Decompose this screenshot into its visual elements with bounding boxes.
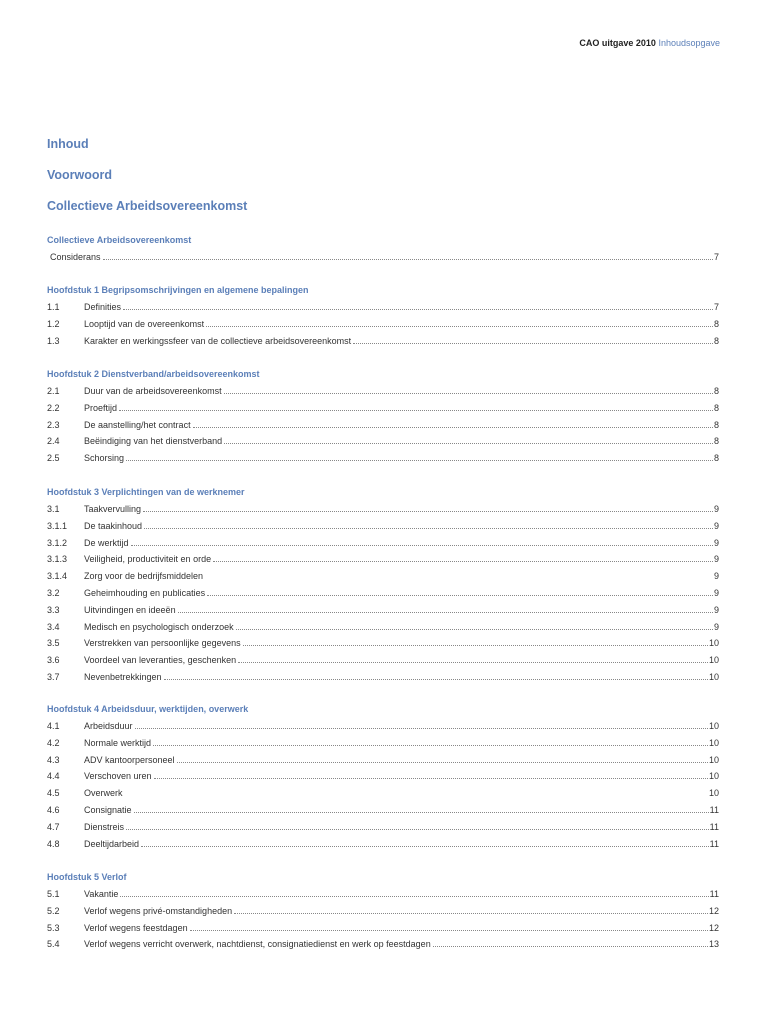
toc-entry-number: 4.2 xyxy=(47,737,60,748)
toc-dot-leader xyxy=(126,829,709,830)
toc-entry[interactable] xyxy=(47,721,719,738)
toc-entry-title: Verlof wegens privé-omstandigheden xyxy=(84,905,233,916)
toc-entry-number: 2.4 xyxy=(47,436,60,447)
toc-entry-title: De taakinhoud xyxy=(84,520,143,531)
toc-dot-leader xyxy=(243,645,708,646)
toc-entry-number: 1.1 xyxy=(47,302,60,312)
heading-inhoud: Inhoud xyxy=(47,137,89,151)
toc-entry[interactable] xyxy=(47,822,719,839)
toc-entry-number: 5.3 xyxy=(47,922,60,933)
toc-entry[interactable] xyxy=(47,672,719,689)
toc-entry-title: Verschoven uren xyxy=(84,771,152,782)
toc-entry-page: 8 xyxy=(713,453,719,464)
toc-dot-leader xyxy=(123,309,713,310)
toc-entry-page: 11 xyxy=(709,889,719,899)
toc-entry-title: Definities xyxy=(84,302,122,312)
toc-entry-title: Verlof wegens verricht overwerk, nachtdienst, consignatiedienst en werk op feestdagen xyxy=(84,939,431,950)
toc-section-title: Hoofdstuk 5 Verlof xyxy=(47,872,127,882)
toc-dot-leader xyxy=(154,778,708,779)
toc-entry-page: 7 xyxy=(713,252,719,262)
toc-entry[interactable] xyxy=(47,420,719,437)
toc-entry-title: Verstrekken van persoonlijke gegevens xyxy=(84,638,241,649)
heading-cao: Collectieve Arbeidsovereenkomst xyxy=(47,199,248,213)
toc-dot-leader xyxy=(213,561,713,562)
toc-entry-page: 9 xyxy=(713,571,719,582)
toc-section-title: Hoofdstuk 4 Arbeidsduur, werktijden, overwerk xyxy=(47,704,249,714)
toc-entry-number: 5.1 xyxy=(47,889,60,899)
toc-dot-leader xyxy=(178,612,713,613)
toc-dot-leader xyxy=(103,259,713,260)
toc-entry-title: Looptijd van de overeenkomst xyxy=(84,318,205,329)
toc-entry[interactable] xyxy=(47,622,719,639)
toc-entry-number: 3.7 xyxy=(47,671,60,682)
toc-dot-leader xyxy=(234,913,708,914)
toc-entry-title: Nevenbetrekkingen xyxy=(84,671,162,682)
toc-dot-leader xyxy=(206,326,713,327)
toc-entry-title: Karakter en werkingssfeer van de collectieve arbeidsovereenkomst xyxy=(84,335,352,346)
toc-entry-page: 9 xyxy=(713,520,719,531)
toc-entry-title: Proeftijd xyxy=(84,402,118,413)
toc-section xyxy=(47,486,719,689)
toc-entry[interactable] xyxy=(47,319,719,336)
toc-entry-number: 5.4 xyxy=(47,939,60,950)
toc-entry-number: 4.8 xyxy=(47,838,60,849)
toc-entry-number: 4.5 xyxy=(47,788,60,799)
toc-entry-page: 10 xyxy=(708,771,719,782)
toc-entry-number: 4.4 xyxy=(47,771,60,782)
toc-dot-leader xyxy=(238,662,708,663)
toc-dot-leader xyxy=(177,762,708,763)
toc-entry[interactable] xyxy=(47,521,719,538)
toc-entry-number: 3.1.3 xyxy=(47,554,68,565)
toc-entry-page: 11 xyxy=(709,804,719,815)
toc-entry-number: 4.6 xyxy=(47,804,60,815)
toc-entry-number: 2.5 xyxy=(47,453,60,464)
toc-section-title: Hoofdstuk 2 Dienstverband/arbeidsovereenkomst xyxy=(47,369,260,379)
toc-entry-title: ADV kantoorpersoneel xyxy=(84,754,175,765)
toc-entry[interactable] xyxy=(47,554,719,571)
toc-entry[interactable] xyxy=(47,571,719,588)
toc-dot-leader xyxy=(143,511,713,512)
toc-entry[interactable] xyxy=(47,805,719,822)
toc-entry[interactable] xyxy=(47,939,719,956)
toc-entry[interactable] xyxy=(47,436,719,453)
toc-entry[interactable] xyxy=(47,788,719,805)
toc-dot-leader xyxy=(131,545,713,546)
toc-entry[interactable] xyxy=(47,755,719,772)
toc-entry[interactable] xyxy=(47,738,719,755)
toc-entry-page: 11 xyxy=(709,838,719,849)
toc-dot-leader xyxy=(119,410,713,411)
toc-dot-leader xyxy=(193,427,713,428)
toc-entry[interactable] xyxy=(47,906,719,923)
toc-entry[interactable] xyxy=(47,605,719,622)
toc-entry-number: 3.2 xyxy=(47,587,60,598)
toc-entry[interactable] xyxy=(47,655,719,672)
toc-entry-number: 3.6 xyxy=(47,655,60,666)
toc-section-title: Collectieve Arbeidsovereenkomst xyxy=(47,235,192,245)
toc-entry-number: 3.5 xyxy=(47,638,60,649)
toc-entry-number: 4.1 xyxy=(47,721,60,731)
toc-entry[interactable] xyxy=(47,453,719,470)
toc-entry[interactable] xyxy=(47,336,719,353)
toc-entry-number: 2.2 xyxy=(47,402,60,413)
toc-entry-page: 8 xyxy=(713,318,719,329)
header-document-title: CAO uitgave 2010 xyxy=(579,38,656,48)
toc-entry-page: 9 xyxy=(713,587,719,598)
toc-entry-title: De aanstelling/het contract xyxy=(84,419,191,430)
toc-entry-title: Verlof wegens feestdagen xyxy=(84,922,188,933)
toc-section xyxy=(47,871,719,956)
toc-section-title: Hoofdstuk 3 Verplichtingen van de werknemer xyxy=(47,487,245,497)
toc-entry-title: Schorsing xyxy=(84,453,125,464)
toc-entry[interactable] xyxy=(47,252,719,269)
toc-entry-number: 1.2 xyxy=(47,318,60,329)
toc-entry-page: 10 xyxy=(708,671,719,682)
toc-section xyxy=(47,234,719,269)
toc-entry-page: 8 xyxy=(713,436,719,447)
toc-entry-title: Vakantie xyxy=(84,889,119,899)
header-section-title: Inhoudsopgave xyxy=(658,38,720,48)
toc-entry[interactable] xyxy=(47,386,719,403)
toc-entry-page: 10 xyxy=(708,788,719,799)
toc-dot-leader xyxy=(135,728,708,729)
toc-entry-title: De werktijd xyxy=(84,537,129,548)
toc-entry-title: Voordeel van leveranties, geschenken xyxy=(84,655,237,666)
toc-section xyxy=(47,703,719,855)
toc-dot-leader xyxy=(433,946,708,947)
toc-entry-title: Arbeidsduur xyxy=(84,721,133,731)
toc-entry-title: Consignatie xyxy=(84,804,132,815)
toc-entry-number: 3.1 xyxy=(47,504,60,514)
toc-entry-title: Overwerk xyxy=(84,788,123,799)
toc-dot-leader xyxy=(134,812,709,813)
page-header xyxy=(579,38,720,48)
toc-entry-number: 4.3 xyxy=(47,754,60,765)
toc-entry-title: Duur van de arbeidsovereenkomst xyxy=(84,386,222,396)
toc-dot-leader xyxy=(224,443,713,444)
toc-entry[interactable] xyxy=(47,538,719,555)
toc-section-title: Hoofdstuk 1 Begripsomschrijvingen en algemene bepalingen xyxy=(47,285,309,295)
toc-entry-title: Dienstreis xyxy=(84,821,125,832)
toc-entry-page: 9 xyxy=(713,621,719,632)
toc-dot-leader xyxy=(164,679,708,680)
toc-entry[interactable] xyxy=(47,839,719,856)
toc-dot-leader xyxy=(126,460,713,461)
toc-entry-page: 10 xyxy=(708,754,719,765)
toc-entry-number: 3.1.1 xyxy=(47,520,68,531)
toc-dot-leader xyxy=(224,393,713,394)
toc-entry-title: Beëindiging van het dienstverband xyxy=(84,436,223,447)
toc-entry-page: 8 xyxy=(713,419,719,430)
toc-entry-page: 11 xyxy=(709,821,719,832)
toc-entry-page: 8 xyxy=(713,402,719,413)
toc-entry-number: 1.3 xyxy=(47,335,60,346)
toc-entry-number: 2.1 xyxy=(47,386,60,396)
toc-entry-page: 10 xyxy=(708,737,719,748)
toc-entry[interactable] xyxy=(47,504,719,521)
toc-entry-title: Medisch en psychologisch onderzoek xyxy=(84,621,234,632)
toc-entry[interactable] xyxy=(47,403,719,420)
toc-entry-number: 3.4 xyxy=(47,621,60,632)
toc-entry-page: 9 xyxy=(713,604,719,615)
toc-entry-number: 5.2 xyxy=(47,905,60,916)
toc-dot-leader xyxy=(207,595,713,596)
toc-entry-page: 8 xyxy=(713,386,719,396)
toc-dot-leader xyxy=(353,343,713,344)
toc-entry-number: 3.3 xyxy=(47,604,60,615)
toc-entry[interactable] xyxy=(47,923,719,940)
toc-dot-leader xyxy=(153,745,708,746)
heading-voorwoord: Voorwoord xyxy=(47,168,113,182)
toc-dot-leader xyxy=(141,846,709,847)
toc-entry[interactable] xyxy=(47,771,719,788)
toc-section xyxy=(47,284,719,352)
toc-dot-leader xyxy=(190,930,708,931)
toc-entry-number: 3.1.4 xyxy=(47,571,68,582)
toc-entry-title: Zorg voor de bedrijfsmiddelen xyxy=(84,571,204,582)
toc-entry-title: Geheimhouding en publicaties xyxy=(84,587,206,598)
toc-entry-page: 10 xyxy=(708,638,719,649)
toc-entry[interactable] xyxy=(47,302,719,319)
toc-entry-page: 9 xyxy=(713,504,719,514)
toc-entry-page: 12 xyxy=(708,905,719,916)
toc-entry-page: 8 xyxy=(713,335,719,346)
toc-entry-title: Normale werktijd xyxy=(84,737,152,748)
toc-entry-title: Considerans xyxy=(50,252,101,262)
toc-dot-leader xyxy=(120,896,708,897)
toc-entry[interactable] xyxy=(47,889,719,906)
toc-section xyxy=(47,368,719,470)
toc-entry-page: 9 xyxy=(713,537,719,548)
toc-entry[interactable] xyxy=(47,638,719,655)
toc-entry-page: 13 xyxy=(708,939,719,950)
toc-dot-leader xyxy=(236,629,713,630)
toc-entry[interactable] xyxy=(47,588,719,605)
toc-entry-page: 10 xyxy=(708,655,719,666)
toc-entry-number: 3.1.2 xyxy=(47,537,68,548)
toc-entry-title: Veiligheid, productiviteit en orde xyxy=(84,554,212,565)
toc-entry-number: 2.3 xyxy=(47,419,60,430)
toc-entry-page: 9 xyxy=(713,554,719,565)
toc-entry-page: 7 xyxy=(713,302,719,312)
toc-entry-page: 12 xyxy=(708,922,719,933)
toc-entry-title: Deeltijdarbeid xyxy=(84,838,140,849)
toc-entry-page: 10 xyxy=(708,721,719,731)
toc-entry-title: Uitvindingen en ideeën xyxy=(84,604,176,615)
toc-dot-leader xyxy=(144,528,713,529)
toc-entry-title: Taakvervulling xyxy=(84,504,142,514)
toc-entry-number: 4.7 xyxy=(47,821,60,832)
